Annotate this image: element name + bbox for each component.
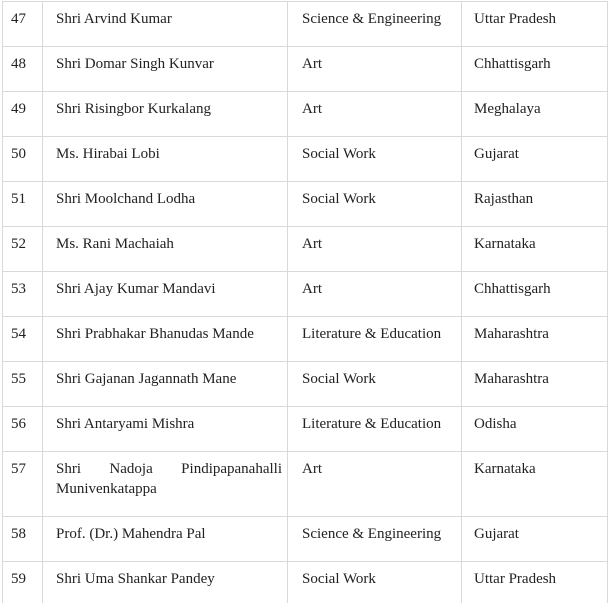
cell-state: Gujarat <box>462 517 608 562</box>
cell-state: Maharashtra <box>462 362 608 407</box>
cell-state: Uttar Pradesh <box>462 562 608 603</box>
table-row <box>3 182 608 227</box>
cell-field: Literature & Education <box>288 317 462 362</box>
cell-state: Meghalaya <box>462 92 608 137</box>
cell-field: Art <box>288 452 462 517</box>
table-row <box>3 137 608 182</box>
table-row <box>3 452 608 517</box>
table-row <box>3 362 608 407</box>
table-row <box>3 92 608 137</box>
cell-serial-number: 50 <box>3 137 43 182</box>
cell-field: Social Work <box>288 562 462 603</box>
cell-field: Social Work <box>288 182 462 227</box>
cell-state: Chhattisgarh <box>462 47 608 92</box>
awards-table <box>2 1 608 603</box>
cell-awardee-name: Shri Gajanan Jagannath Mane <box>43 362 288 407</box>
cell-serial-number: 58 <box>3 517 43 562</box>
cell-awardee-name: Shri Antaryami Mishra <box>43 407 288 452</box>
table-row <box>3 517 608 562</box>
cell-field: Art <box>288 272 462 317</box>
cell-field: Social Work <box>288 137 462 182</box>
table-row <box>3 407 608 452</box>
cell-serial-number: 57 <box>3 452 43 517</box>
cell-awardee-name: Ms. Rani Machaiah <box>43 227 288 272</box>
table-row <box>3 47 608 92</box>
cell-field: Art <box>288 92 462 137</box>
cell-awardee-name: Shri Nadoja Pindipapanahalli Munivenkatappa <box>43 452 288 517</box>
cell-awardee-name: Shri Arvind Kumar <box>43 2 288 47</box>
cell-serial-number: 53 <box>3 272 43 317</box>
cell-serial-number: 55 <box>3 362 43 407</box>
cell-state: Gujarat <box>462 137 608 182</box>
cell-serial-number: 56 <box>3 407 43 452</box>
cell-awardee-name: Shri Risingbor Kurkalang <box>43 92 288 137</box>
cell-serial-number: 52 <box>3 227 43 272</box>
cell-awardee-name: Ms. Hirabai Lobi <box>43 137 288 182</box>
cell-serial-number: 47 <box>3 2 43 47</box>
cell-serial-number: 54 <box>3 317 43 362</box>
cell-state: Odisha <box>462 407 608 452</box>
cell-awardee-name: Shri Prabhakar Bhanudas Mande <box>43 317 288 362</box>
cell-serial-number: 49 <box>3 92 43 137</box>
cell-field: Literature & Education <box>288 407 462 452</box>
cell-awardee-name: Shri Moolchand Lodha <box>43 182 288 227</box>
cell-field: Art <box>288 47 462 92</box>
cell-state: Maharashtra <box>462 317 608 362</box>
cell-awardee-name: Shri Ajay Kumar Mandavi <box>43 272 288 317</box>
table-row <box>3 317 608 362</box>
cell-serial-number: 48 <box>3 47 43 92</box>
cell-state: Chhattisgarh <box>462 272 608 317</box>
cell-field: Science & Engineering <box>288 2 462 47</box>
table-row <box>3 2 608 47</box>
cell-awardee-name: Shri Domar Singh Kunvar <box>43 47 288 92</box>
table-row <box>3 562 608 603</box>
cell-awardee-name: Prof. (Dr.) Mahendra Pal <box>43 517 288 562</box>
table-body <box>3 2 608 603</box>
table-row <box>3 272 608 317</box>
cell-state: Uttar Pradesh <box>462 2 608 47</box>
cell-serial-number: 59 <box>3 562 43 603</box>
cell-field: Art <box>288 227 462 272</box>
cell-field: Science & Engineering <box>288 517 462 562</box>
cell-serial-number: 51 <box>3 182 43 227</box>
cell-field: Social Work <box>288 362 462 407</box>
cell-state: Karnataka <box>462 227 608 272</box>
table-row <box>3 227 608 272</box>
cell-awardee-name: Shri Uma Shankar Pandey <box>43 562 288 603</box>
cell-state: Rajasthan <box>462 182 608 227</box>
cell-state: Karnataka <box>462 452 608 517</box>
